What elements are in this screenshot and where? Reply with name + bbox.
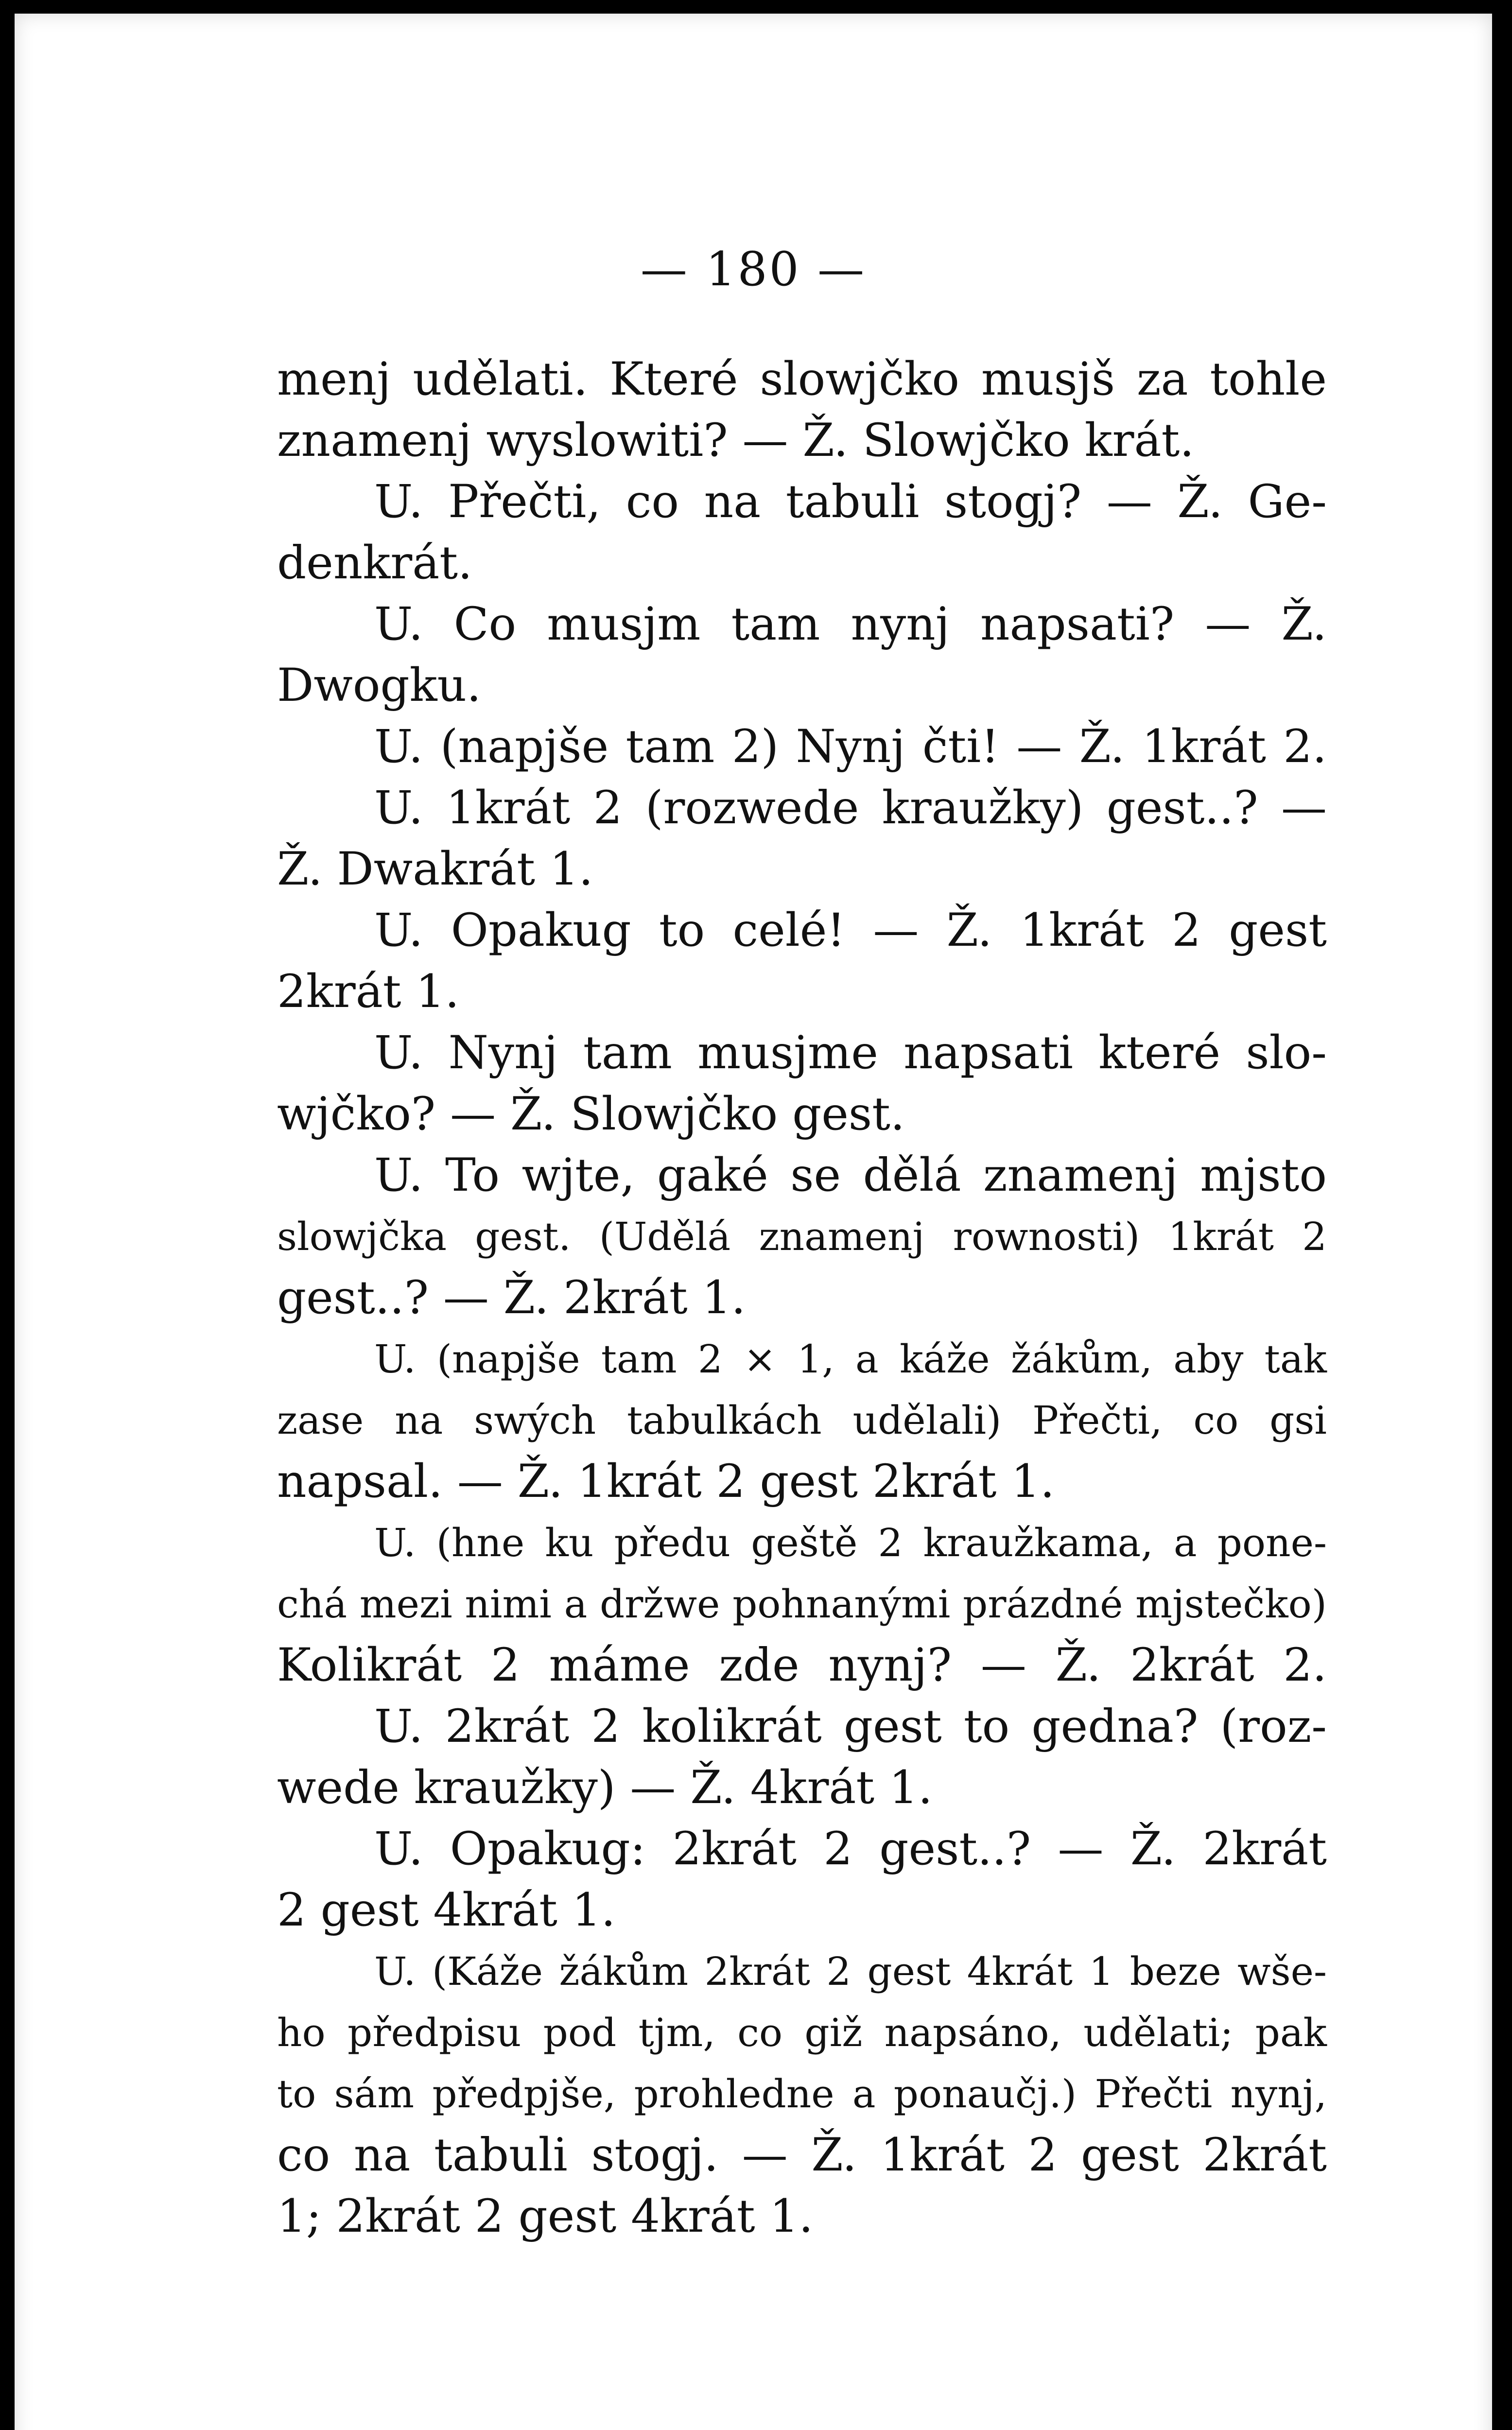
text-line: wjčko? — Ž. Slowjčko gest.: [277, 1088, 905, 1141]
text-line: Dwogku.: [277, 659, 481, 712]
text-line: chá mezi nimi a držwe pohnanými prázdné mjstečko): [277, 1581, 1327, 1627]
text-line: denkrát.: [277, 537, 472, 590]
text-line: slowjčka gest. (Udělá znamenj rownosti) 1krát 2: [277, 1214, 1327, 1259]
text-line: Ž. Dwakrát 1.: [277, 843, 593, 896]
text-line: napsal. — Ž. 1krát 2 gest 2krát 1.: [277, 1455, 1055, 1508]
page-number: — 180 —: [640, 242, 867, 296]
text-line: U. Co musjm tam nynj napsati? — Ž.: [374, 598, 1327, 651]
text-line: 2krát 1.: [277, 965, 460, 1018]
text-line: U. Opakug to celé! — Ž. 1krát 2 gest: [374, 904, 1327, 957]
text-line: zase na swých tabulkách udělali) Přečti, co gsi: [277, 1398, 1327, 1443]
text-line: U. 2krát 2 kolikrát gest to gedna? (roz-: [374, 1700, 1327, 1753]
body-text: [277, 349, 1327, 2247]
text-line: U. (napjše tam 2 × 1, a káže žákům, aby tak: [374, 1336, 1327, 1382]
text-line: ho předpisu pod tjm, co giž napsáno, udělati; pak: [277, 2010, 1327, 2055]
book-page: [15, 14, 1492, 2430]
text-line: U. (hne ku předu geště 2 kraužkama, a pone-: [374, 1520, 1327, 1565]
text-line: U. 1krát 2 (rozwede kraužky) gest..? —: [374, 781, 1327, 834]
text-line: U. (Káže žákům 2krát 2 gest 4krát 1 beze wše-: [374, 1949, 1327, 1994]
text-line: U. To wjte, gaké se dělá znamenj mjsto: [374, 1149, 1327, 1202]
text-line: U. Nynj tam musjme napsati které slo-: [374, 1026, 1327, 1079]
text-line: U. Přečti, co na tabuli stogj? — Ž. Ge-: [374, 475, 1327, 528]
text-line: to sám předpjše, prohledne a ponaučj.) Přečti nynj,: [277, 2071, 1327, 2117]
text-line: U. Opakug: 2krát 2 gest..? — Ž. 2krát: [374, 1822, 1327, 1875]
text-line: menj udělati. Které slowjčko musjš za tohle: [277, 353, 1327, 406]
text-line: znamenj wyslowiti? — Ž. Slowjčko krát.: [277, 414, 1195, 467]
text-line: 1; 2krát 2 gest 4krát 1.: [277, 2190, 814, 2243]
text-line: wede kraužky) — Ž. 4krát 1.: [277, 1761, 933, 1814]
text-line: 2 gest 4krát 1.: [277, 1884, 616, 1937]
text-line: Kolikrát 2 máme zde nynj? — Ž. 2krát 2.: [277, 1639, 1327, 1692]
text-line: co na tabuli stogj. — Ž. 1krát 2 gest 2krát: [277, 2129, 1327, 2182]
text-line: gest..? — Ž. 2krát 1.: [277, 1271, 746, 1324]
text-line: U. (napjše tam 2) Nynj čti! — Ž. 1krát 2.: [374, 720, 1327, 773]
